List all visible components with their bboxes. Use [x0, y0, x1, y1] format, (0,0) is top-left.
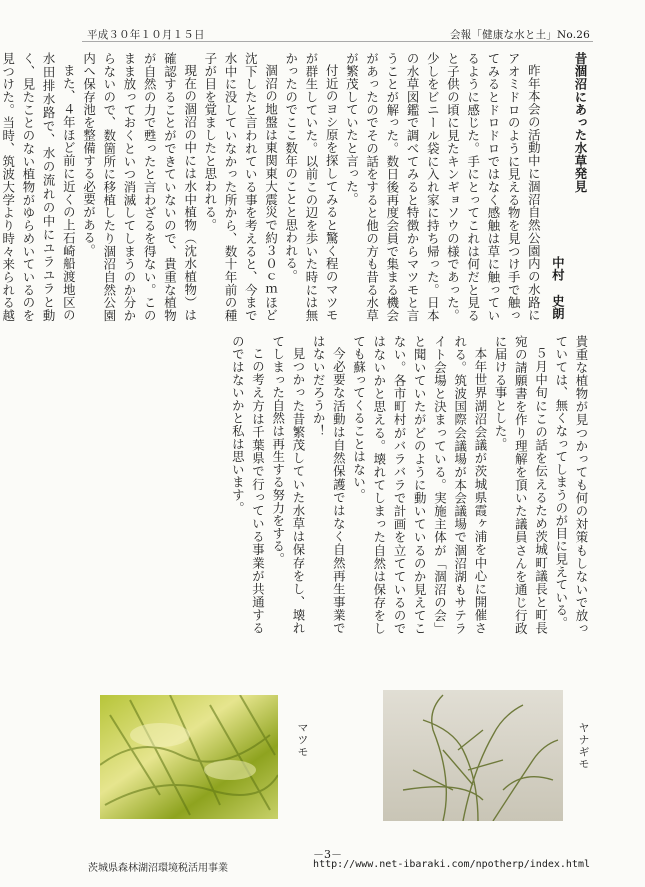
paragraph: 現在の涸沼の中には水中植物（沈水植物）は確認することができていないので、貴重な植物が自然の力で甦ったと言わざるを得ない。このまま放っておくといつ消滅してしまうのか分からないので、数箇所に移植したり涸沼自然公園内へ保存池を整備する必要がある。	[81, 52, 198, 322]
paragraph: 今必要な活動は自然保護ではなく自然再生事業ではないだろうか！	[311, 335, 347, 635]
header-date: 平成３０年１０月１５日	[87, 29, 205, 41]
paragraph: ５月中旬にこの話を伝えるため茨城町議長と町長宛の請願書を作り理解を頂いた議員さんを通じ行政に届ける事とした。	[493, 335, 549, 635]
paragraph: 貴重な植物が見つかっても何の対策もしないで放っていては、無くなってしまうのが目に見えている。	[553, 335, 589, 635]
article-author: 中村 史朗	[550, 256, 566, 320]
header-issue: 会報「健康な水と土」No.26	[449, 29, 590, 41]
paragraph: 付近のヨシ原を探してみると驚く程のマツモが群生していた。以前この辺を歩いた時には無かったのでここ数年のことと思われる。	[283, 52, 340, 322]
footer-url[interactable]: http://www.net-ibaraki.com/npotherp/index.html	[313, 859, 590, 870]
caption-yanagimo: ヤナギモ	[577, 722, 590, 770]
footer-organization: 茨城県森林湖沼環境税活用事業	[88, 863, 228, 874]
caption-matsumo: マツモ	[296, 722, 309, 758]
header-rule	[82, 41, 593, 42]
paragraph: この考え方は千葉県で行っている事業が共通するのではないかと私は思います。	[230, 335, 266, 635]
paragraph: 涸沼の地盤は東関東大震災で約３０ｃｍほど沈下したと言われている事を考えると、今まで水中に没していなかった所から、数十年前の種子が目を覚ましたと思われる。	[202, 52, 279, 322]
paragraph: 本年世界湖沼会議が茨城県霞ヶ浦を中心に開催される。筑波国際会議場が本会議場で涸沼湖もサテライト会場と決まっている。実施主体が「涸沼の会」と聞いていたがどのように動いているのか見えてこない。各市町村がバラバラで計画を立てているのではないかと思える。壊れてしまった自然は保存をしても蘇ってくることはない。	[351, 335, 488, 635]
paragraph: また、４年ほど前に近くの上石崎船渡地区の水田排水路で、水の流れの中にユラユラと動く、見たことのない植物がゆらめいているのを見つけた。当時、筑波大学より時々来られる越	[0, 52, 77, 322]
photo-yanagimo	[383, 690, 563, 821]
article-tier-2	[91, 335, 591, 635]
article-tier-1	[0, 52, 590, 322]
paragraph: 見つかった昔繁茂していた水草は保存をし、壊れてしまった自然は再生する努力をする。	[270, 335, 306, 635]
page-number: －3－	[313, 848, 342, 861]
paragraph: 昨年本会の活動中に涸沼自然公園内の水路にアオミドロのように見える物を見つけ手で触ってみるとドロドロではなく感触は草に触っているように感じた。手にとってこれは何だと見ると子供の頃に見たキンギョソウの様であった。少しをビニール袋に入れ家に持ち帰った。日本の水草図鑑で調べてみると特徴からマツモと言うことが解った。数日後再度会員で集まる機会があったのでその話をすると他の方も昔る水草が繁茂していたと言った。	[344, 52, 542, 322]
photo-matsumo	[100, 695, 278, 819]
article-title: 昔涸沼にあった水草発見	[573, 52, 588, 193]
